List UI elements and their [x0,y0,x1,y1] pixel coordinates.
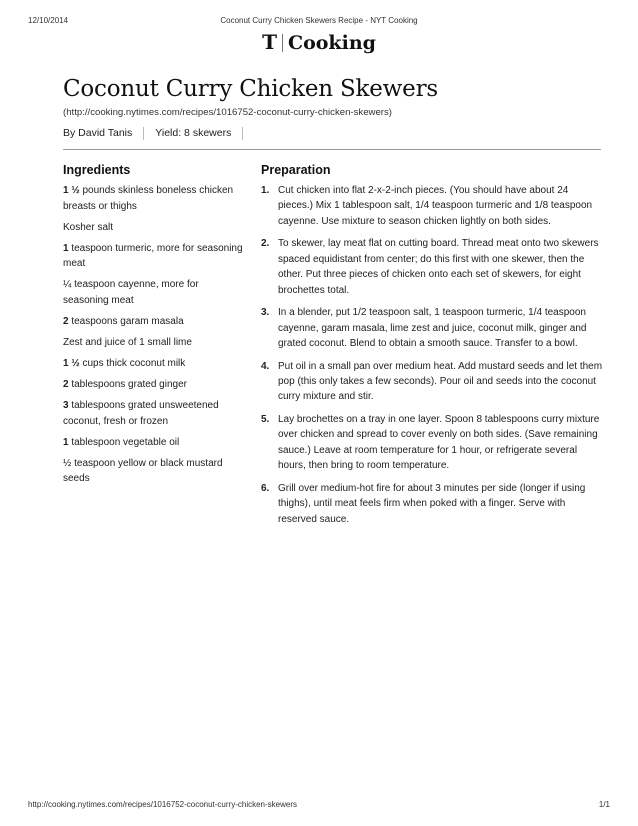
ingredient-text: ½ teaspoon yellow or black mustard seeds [63,457,223,485]
step-item [261,359,606,405]
logo-divider [282,34,283,52]
step-text: In a blender, put 1/2 teaspoon salt, 1 teaspoon turmeric, 1/4 teaspoon cayenne, garam masala, lime zest and juice, coconut milk, ginger and grated coconut. Blend to obtain a smooth sauce. Transfer to a bowl. [278,307,587,350]
step-item [261,236,606,298]
header-rule [63,149,601,150]
step-item [261,412,606,474]
ingredient-text: tablespoons grated ginger [68,379,187,391]
ingredient-qty: 1 ½ [63,185,80,196]
ingredient-text: Zest and juice of 1 small lime [63,336,192,348]
ingredient-text: Kosher salt [63,221,114,233]
preparation-heading: Preparation [261,163,331,177]
byline-divider [143,127,144,140]
step-number: 3. [261,307,270,319]
nyt-t-icon: T [262,30,277,54]
ingredient-item [63,183,243,214]
ingredient-item [63,398,243,429]
ingredient-qty: 2 [63,315,69,327]
ingredient-text: pounds skinless boneless chicken breasts or thighs [63,185,234,212]
ingredient-qty: 1 [63,242,69,254]
byline-divider-end [242,127,243,140]
print-page-number: 1/1 [598,800,610,809]
step-text: Put oil in a small pan over medium heat. Add mustard seeds and let them pop (this only takes a few seconds). Pour oil and seeds into the coconut curry mixture and stir. [278,360,603,403]
preparation-steps [261,183,606,534]
ingredient-item [63,377,243,393]
ingredient-text: tablespoons grated unsweetened coconut, fresh or frozen [63,400,219,427]
print-doc-title: Coconut Curry Chicken Skewers Recipe - NYT Cooking [220,16,418,25]
ingredient-text: teaspoons garam masala [68,315,184,327]
step-number: 1. [261,185,270,196]
ingredient-qty: 1 ½ [63,358,80,370]
recipe-url[interactable]: (http://cooking.nytimes.com/recipes/1016752-coconut-curry-chicken-skewers) [63,107,392,118]
step-item [261,481,606,527]
ingredient-item [63,335,243,351]
step-item [261,305,606,351]
ingredient-text: ¼ teaspoon cayenne, more for seasoning meat [63,279,199,306]
ingredient-item [63,241,243,272]
ingredient-text: tablespoon vegetable oil [68,436,180,448]
ingredient-item [63,277,243,308]
ingredients-list [63,183,243,493]
step-number: 6. [261,482,270,494]
step-number: 2. [261,238,270,250]
ingredient-item [63,220,243,236]
step-number: 4. [261,360,270,372]
print-footer-url: http://cooking.nytimes.com/recipes/1016752-coconut-curry-chicken-skewers [28,800,298,809]
step-item [261,183,606,229]
ingredient-item [63,356,243,372]
recipe-yield: Yield: 8 skewers [155,127,232,139]
ingredient-item [63,456,243,487]
step-number: 5. [261,414,270,426]
ingredient-item [63,435,243,451]
ingredient-qty: 3 [63,400,69,412]
ingredient-item [63,314,243,330]
print-footer [0,800,638,812]
nyt-cooking-logo[interactable] [0,30,638,54]
byline [63,126,254,140]
ingredient-text: cups thick coconut milk [79,358,186,370]
print-date: 12/10/2014 [28,16,69,25]
ingredient-qty: 2 [63,379,69,391]
step-text: Lay brochettes on a tray in one layer. Spoon 8 tablespoons curry mixture over chicken and spread to cover evenly on both sides. (Save remaining sauce.) Leave at room temperature for 1 hour, or refrigerate several hours, then bring to room temperature. [278,414,600,472]
ingredients-heading: Ingredients [63,163,131,177]
ingredient-text: teaspoon turmeric, more for seasoning meat [63,242,243,270]
logo-text: Cooking [287,32,376,54]
step-text: Grill over medium-hot fire for about 3 minutes per side (longer if using thighs), until meat feels firm when poked with a finger. Serve with reserved sauce. [278,482,586,525]
step-text: To skewer, lay meat flat on cutting board. Thread meat onto two skewers spaced equidistant from center; do this first with one skewer, then the other. Put three pieces of chicken onto each set of skewers, for eight brochettes total. [278,238,599,296]
recipe-author[interactable]: By David Tanis [63,127,133,139]
ingredient-qty: 1 [63,436,69,448]
step-text: Cut chicken into flat 2-x-2-inch pieces. (You should have about 24 pieces.) Mix 1 tablespoon salt, 1/4 teaspoon turmeric and 1/8 teaspoon cayenne. Use mixture to season chicken lightly on both sides. [278,185,593,227]
print-header [0,16,638,28]
recipe-title: Coconut Curry Chicken Skewers [63,76,438,102]
